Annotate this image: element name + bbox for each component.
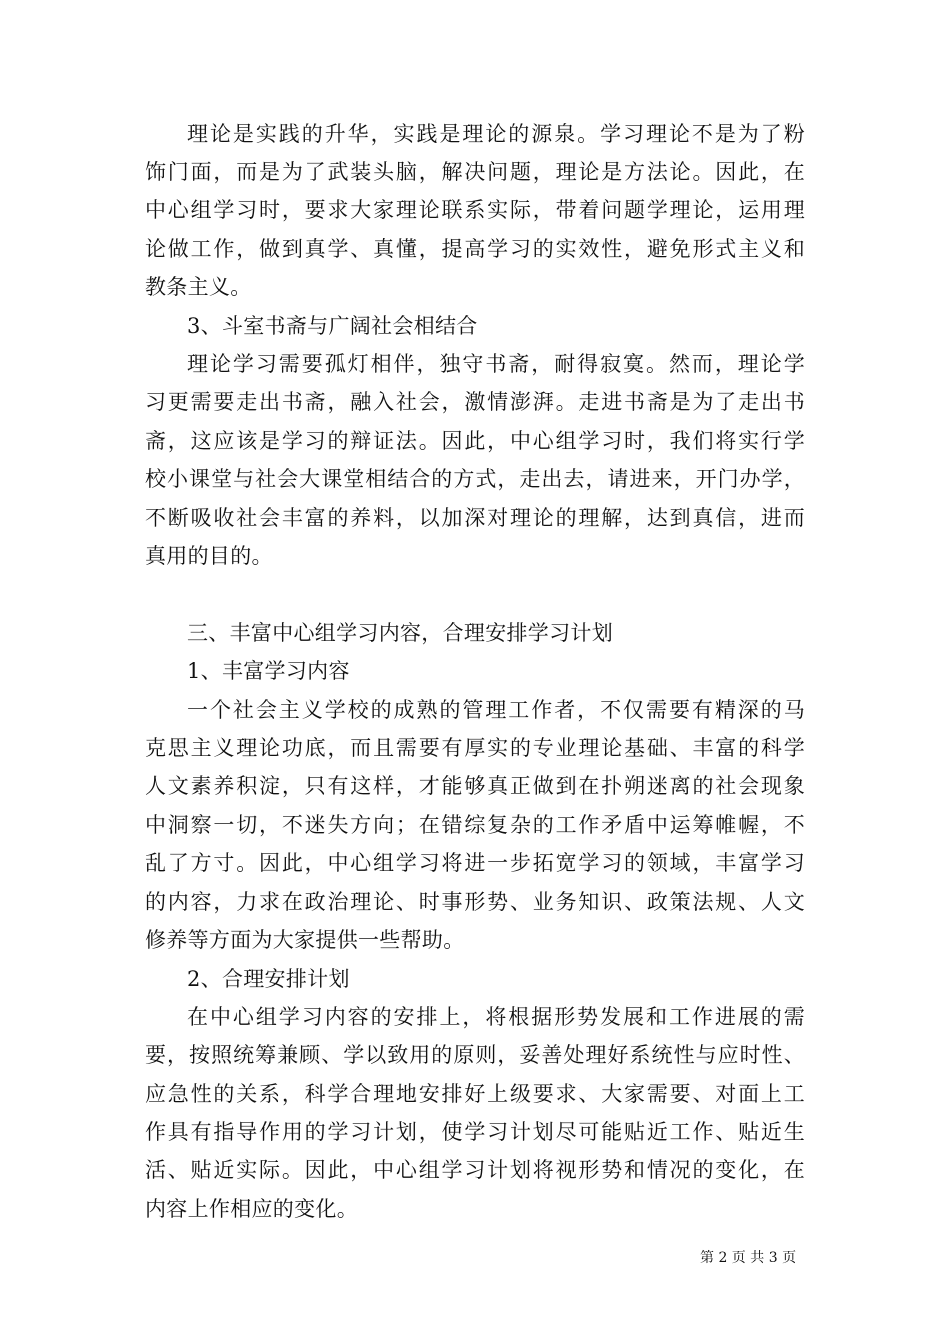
text-line: 应急性的关系，科学合理地安排好上级要求、大家需要、对面上工 bbox=[145, 1082, 805, 1106]
text-line: 在中心组学习内容的安排上，将根据形势发展和工作进展的需 bbox=[187, 1005, 805, 1029]
text-line: 1、丰富学习内容 bbox=[187, 659, 350, 683]
text-line: 人文素养积淀，只有这样，才能够真正做到在扑朔迷离的社会现象 bbox=[145, 774, 805, 798]
text-line: 一个社会主义学校的成熟的管理工作者，不仅需要有精深的马 bbox=[187, 698, 805, 722]
text-line: 要，按照统筹兼顾、学以致用的原则，妥善处理好系统性与应时性、 bbox=[145, 1043, 805, 1067]
text-line: 克思主义理论功底，而且需要有厚实的专业理论基础、丰富的科学 bbox=[145, 736, 805, 760]
text-line: 2、合理安排计划 bbox=[187, 967, 350, 991]
text-line: 活、贴近实际。因此，中心组学习计划将视形势和情况的变化，在 bbox=[145, 1158, 805, 1182]
text-line: 乱了方寸。因此，中心组学习将进一步拓宽学习的领域，丰富学习 bbox=[145, 851, 805, 875]
page-footer: 第 2 页 共 3 页 bbox=[700, 1250, 797, 1266]
text-line: 不断吸收社会丰富的养料，以加深对理论的理解，达到真信，进而 bbox=[145, 506, 805, 530]
text-line: 3、斗室书斋与广阔社会相结合 bbox=[187, 314, 478, 338]
text-line: 论做工作，做到真学、真懂，提高学习的实效性，避免形式主义和 bbox=[145, 237, 805, 261]
text-line: 作具有指导作用的学习计划，使学习计划尽可能贴近工作、贴近生 bbox=[145, 1120, 805, 1144]
text-line: 三、丰富中心组学习内容，合理安排学习计划 bbox=[187, 621, 613, 645]
text-line: 内容上作相应的变化。 bbox=[145, 1197, 358, 1221]
text-line: 的内容，力求在政治理论、时事形势、业务知识、政策法规、人文 bbox=[145, 890, 805, 914]
text-line: 理论是实践的升华，实践是理论的源泉。学习理论不是为了粉 bbox=[187, 122, 805, 146]
text-line: 教条主义。 bbox=[145, 275, 252, 299]
text-line: 中心组学习时，要求大家理论联系实际，带着问题学理论，运用理 bbox=[145, 198, 805, 222]
text-line: 中洞察一切，不迷失方向；在错综复杂的工作矛盾中运筹帷幄，不 bbox=[145, 813, 805, 837]
text-line: 校小课堂与社会大课堂相结合的方式，走出去，请进来，开门办学， bbox=[145, 467, 805, 491]
text-line: 饰门面，而是为了武装头脑，解决问题，理论是方法论。因此，在 bbox=[145, 160, 805, 184]
text-line: 修养等方面为大家提供一些帮助。 bbox=[145, 928, 465, 952]
text-line: 斋，这应该是学习的辩证法。因此，中心组学习时，我们将实行学 bbox=[145, 429, 805, 453]
text-line: 真用的目的。 bbox=[145, 544, 273, 568]
text-line: 习更需要走出书斋，融入社会，激情澎湃。走进书斋是为了走出书 bbox=[145, 390, 805, 414]
text-line: 理论学习需要孤灯相伴，独守书斋，耐得寂寞。然而，理论学 bbox=[187, 352, 805, 376]
